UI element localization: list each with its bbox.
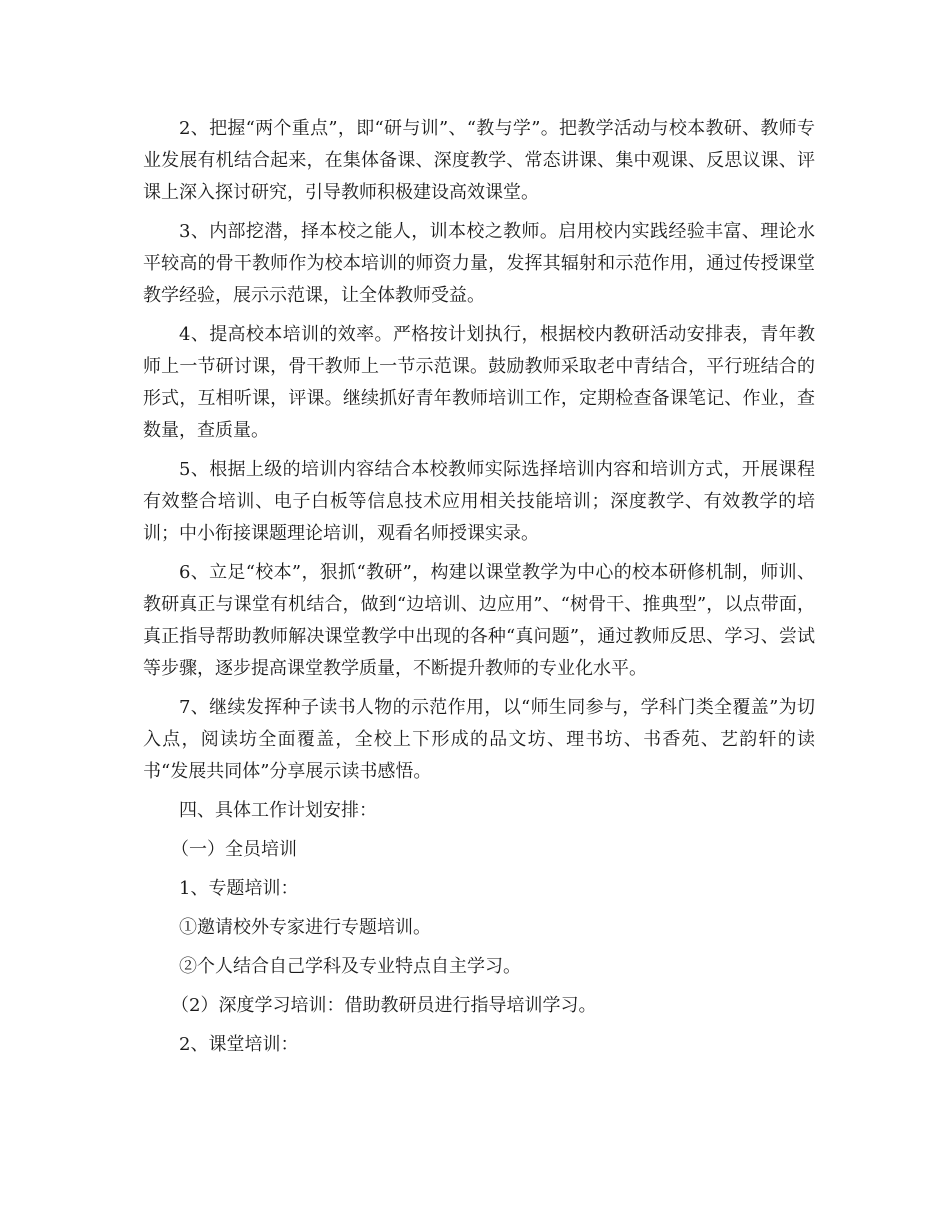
section-heading: 四、具体工作计划安排： xyxy=(179,800,377,821)
paragraph-7: 7、继续发挥种子读书人物的示范作用，以“师生同参与，学科门类全覆盖”为切入点，阅读坊全面覆盖，全校上下形成的品文坊、理书坊、书香苑、艺韵轩的读书“发展共同体”分享展示读书感悟。 xyxy=(143,697,815,782)
paragraph-2: 2、把握“两个重点”，即“研与训”、“教与学”。把教学活动与校本教研、教师专业发展有机结合起来，在集体备课、深度教学、常态讲课、集中观课、反思议课、评课上深入探讨研究，引导教师积极建设高效课堂。 xyxy=(143,118,815,203)
subsection-heading: （一）全员培训 xyxy=(171,839,297,860)
paragraph-6: 6、立足“校本”，狠抓“教研”，构建以课堂教学为中心的校本研修机制，师训、教研真正与课堂有机结合，做到“边培训、边应用”、“树骨干、推典型”，以点带面，真正指导帮助教师解决课堂教学中出现的各种“真问题”，通过教师反思、学习、尝试等步骤，逐步提高课堂教学质量，不断提升教师的专业化水平。 xyxy=(143,562,815,679)
paragraph-4: 4、提高校本培训的效率。严格按计划执行，根据校内教研活动安排表，青年教师上一节研讨课，骨干教师上一节示范课。鼓励教师采取老中青结合，平行班结合的形式，互相听课，评课。继续抓好青年教师培训工作，定期检查备课笔记、作业，查数量，查质量。 xyxy=(143,324,815,441)
list-item: （2）深度学习培训：借助教研员进行指导培训学习。 xyxy=(171,995,597,1016)
document-body xyxy=(143,113,815,1061)
list-item: 1、专题培训： xyxy=(179,878,299,899)
paragraph-3: 3、内部挖潜，择本校之能人，训本校之教师。启用校内实践经验丰富、理论水平较高的骨干教师作为校本培训的师资力量，发挥其辐射和示范作用，通过传授课堂教学经验，展示示范课，让全体教师受益。 xyxy=(143,221,815,306)
paragraph-5: 5、根据上级的培训内容结合本校教师实际选择培训内容和培训方式，开展课程有效整合培训、电子白板等信息技术应用相关技能培训；深度教学、有效教学的培训；中小衔接课题理论培训，观看名师授课实录。 xyxy=(143,459,815,544)
list-item: ②个人结合自己学科及专业特点自主学习。 xyxy=(179,956,521,977)
list-item: ①邀请校外专家进行专题培训。 xyxy=(179,917,431,938)
list-item: 2、课堂培训： xyxy=(179,1034,299,1055)
